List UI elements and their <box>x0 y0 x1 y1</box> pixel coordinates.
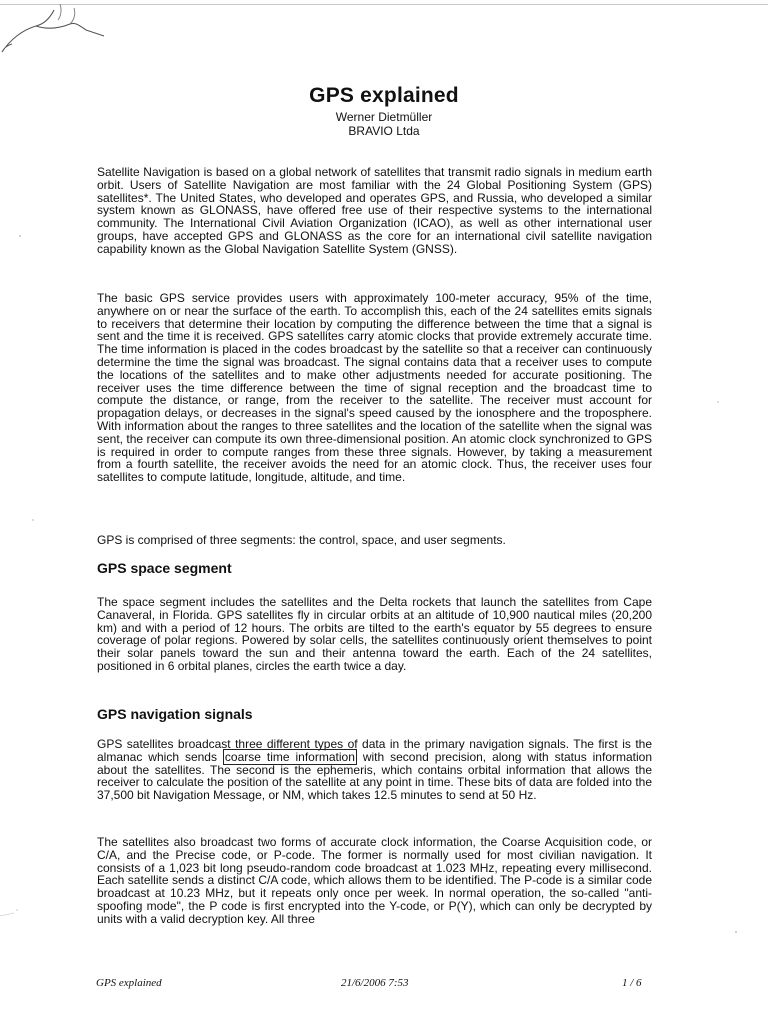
nav-text-after-box: with second precision, along with status information about the satellites. The second is the ephemeris, which contains orbital information that allows the receiver to calculate the position of the satellite at any point in time. These bits of data are folded into the 37,500 bit Navigation Message, or NM, which takes 12.5 minutes to send at 50 Hz. <box>97 749 653 803</box>
navigation-signals-heading: GPS navigation signals <box>97 706 253 722</box>
boxed-highlight: coarse time information <box>224 749 355 764</box>
footer-document-title: GPS explained <box>96 977 162 989</box>
handwritten-scribble-mark <box>0 0 120 70</box>
space-segment-heading: GPS space segment <box>97 560 232 576</box>
segments-paragraph: GPS is comprised of three segments: the control, space, and user segments. <box>97 533 506 547</box>
space-segment-paragraph: The space segment includes the satellites and the Delta rockets that launch the satellites from Cape Canaveral, in Florida. GPS satellites fly in circular orbits at an altitude of 10,900 nautical miles (20,200 km) and with a period of 12 hours. The orbits are tilted to the earth's equator by 55 degrees to ensure coverage of polar regions. Powered by solar cells, the satellites continuously orient themselves to point their solar panels toward the sun and their antenna toward the earth. Each of the 24 satellites, positioned in 6 orbital planes, circles the earth twice a day. <box>97 595 652 673</box>
clock-information-paragraph: The satellites also broadcast two forms of accurate clock information, the Coarse Acquisition code, or C/A, and the Precise code, or P-code. The former is normally used for most civilian navigation. It consists of a 1,023 bit long pseudo-random code broadcast at 1.023 MHz, repeating every millisecond. Each satellite sends a distinct C/A code, which allows them to be identified. The P-code is a similar code broadcast at 10.23 MHz, but it repeats only once per week. In normal operation, the so-called "anti-spoofing mode", the P code is first encrypted into the Y-code, or P(Y), which can only be decrypted by units with a valid decryption key. All three <box>97 835 652 926</box>
organization-name: BRAVIO Ltda <box>348 124 420 138</box>
intro-paragraph: Satellite Navigation is based on a global network of satellites that transmit radio signals in medium earth orbit. Users of Satellite Navigation are most familiar with the 24 Global Positioning System (GPS) satellites*. The United States, who developed and operates GPS, and Russia, who developed a similar system known as GLONASS, have offered free use of their respective systems to the international community. The International Civil Aviation Organization (ICAO), as well as other international user groups, have accepted GPS and GLONASS as the core for an international civil satellite navigation capability known as the Global Navigation Satellite System (GNSS). <box>97 165 652 256</box>
basic-service-paragraph: The basic GPS service provides users with approximately 100-meter accuracy, 95% of the time, anywhere on or near the surface of the earth. To accomplish this, each of the 24 satellites emits signals to receivers that determine their location by computing the difference between the time that a signal is sent and the time it is received. GPS satellites carry atomic clocks that provide extremely accurate time. The time information is placed in the codes broadcast by the satellite so that a receiver can continuously determine the time the signal was broadcast. The signal contains data that a receiver uses to compute the locations of the satellites and to make other adjustments needed for accurate positioning. The receiver uses the time difference between the time of signal reception and the broadcast time to compute the distance, or range, from the receiver to the satellite. The receiver must account for propagation delays, or decreases in the signal's speed caused by the ionosphere and the troposphere. With information about the ranges to three satellites and the location of the satellite when the signal was sent, the receiver can compute its own three-dimensional position. An atomic clock synchronized to GPS is required in order to compute ranges from these three signals. However, by taking a measurement from a fourth satellite, the receiver avoids the need for an atomic clock. Thus, the receiver uses four satellites to compute latitude, longitude, altitude, and time. <box>97 291 652 485</box>
footer-date: 21/6/2006 7:53 <box>341 977 409 989</box>
nav-text-before-box: GPS satellites broadcast three different types of data in the primary navigation signals. The first is the almanac which sends <box>97 737 652 764</box>
footer-page-number: 1 / 6 <box>622 977 642 989</box>
document-title: GPS explained <box>309 84 459 107</box>
author-name: Werner Dietmüller <box>335 110 433 124</box>
navigation-signals-paragraph <box>97 738 652 802</box>
